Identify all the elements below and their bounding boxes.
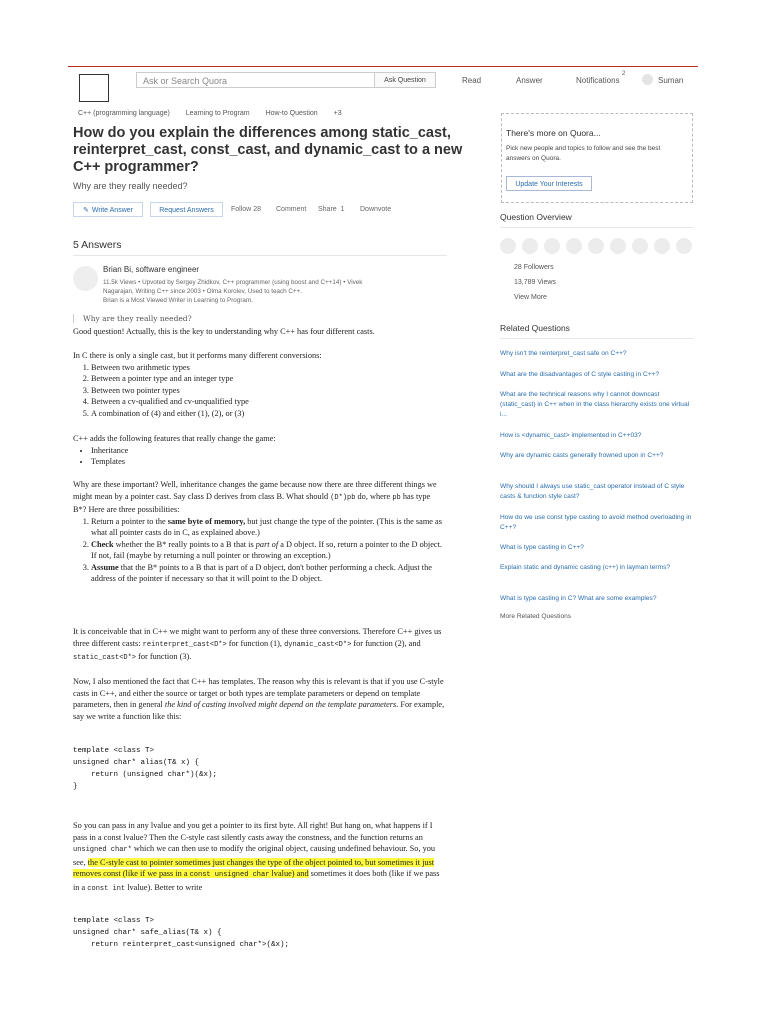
code-block-safe-alias: template <class T> unsigned char* safe_alias(T& x) { return reinterpret_cast<unsigned char*>(&x);: [73, 917, 290, 949]
related-question-link[interactable]: How is <dynamic_cast> implemented in C++03?: [500, 432, 642, 439]
answer-paragraph-1: Good question! Actually, this is the key to understanding why C++ has four different casts.: [73, 327, 375, 336]
related-question-link[interactable]: How do we use const type casting to avoid method overloading in C++?: [500, 514, 692, 531]
views-count: 13,789 Views: [514, 279, 556, 286]
related-question-link[interactable]: Why are dynamic casts generally frowned upon in C++?: [500, 452, 664, 459]
answer-paragraph-4: Why are these important? Well, inheritance changes the game because now there are three different things we might mean by a pointer cast. Say class D derives from class B. What should (D*)pb do, where pb has type B*? Here are three possibilities: 1. Return a pointer to the same byte of memory, but just change the type of the pointer. (This is the same as what all pointer casts do in C, as explained above.) 2. Check whether the B* really points to a B that is part of a D object. If so, return a pointer to the D object. If not, fail (maybe by returning a null pointer or throwing an exception.) 3. Assume that the B* points to a B that is part of a D object, don't bother performing a check. Adjust the address of the pointer if necessary so that it will point to the D object.: [73, 479, 445, 585]
related-question-link[interactable]: What are the disadvantages of C style casting in C++?: [500, 371, 660, 378]
notification-count-badge: 2: [622, 71, 626, 77]
highlighted-text: the C-style cast to pointer sometimes just changes the type of the object pointed to, but sometimes it just removes const (like if we pass in a const unsigned char lvalue) and: [73, 857, 435, 879]
related-question-link[interactable]: What is type casting in C? What are some examples?: [500, 595, 657, 602]
pencil-icon: ✎: [83, 207, 89, 214]
answers-divider: [73, 255, 447, 256]
code-block-alias: template <class T> unsigned char* alias(T& x) { return (unsigned char*)(&x); }: [73, 747, 218, 791]
related-divider: [500, 338, 693, 339]
answer-paragraph-7: So you can pass in any lvalue and you get a pointer to its first byte. All right! But hang on, what happens if I pass in a const lvalue? Then the C-style cast silently casts away the constness, and the function returns an unsigned char* which we can then use to modify the original object, causing undefined behaviour. So, you see, the C-style cast to pointer sometimes just changes the type of the object pointed to, but sometimes it just removes const (like if we pass in a const unsigned char lvalue) and sometimes it does both (like if we pass in a const int lvalue). Better to write: [73, 821, 440, 893]
related-question-link[interactable]: What is type casting in C++?: [500, 544, 584, 551]
possibilities-list: 1. Return a pointer to the same byte of memory, but just change the type of the pointer. (This is the same as what all pointer casts do in C, as explained above.) 2. Check whether the B* really points to a B that is part of a D object. If so, return a pointer to the D object. If not, fail (maybe by returning a null pointer or throwing an exception.) 3. Assume that the B* points to a B that is part of a D object, don't bother performing a check. Adjust the address of the pointer if necessary so that it will point to the D object.: [73, 516, 445, 585]
follower-avatar[interactable]: [522, 238, 538, 254]
author-name[interactable]: Brian Bi, software engineer: [103, 265, 200, 274]
answer-paragraph-3: C++ adds the following features that really change the game: • Inheritance • Templates: [73, 433, 445, 468]
overview-divider: [500, 227, 693, 228]
answer-paragraph-5: It is conceivable that in C++ we might want to perform any of these three conversions. Therefore C++ gives us three different casts: reinterpret_cast<D*> for function (1), dynamic_cast<D*> for function (2), and static_cast<D*> for function (3).: [73, 627, 442, 662]
related-question-link[interactable]: Why isn't the reinterpret_cast safe on C++?: [500, 350, 627, 357]
conversion-list: 1. Between two arithmetic types 2. Between a pointer type and an integer type 3. Between two pointer types 4. Between a cv-qualified and cv-unqualified type 5. A combination of (4) and either (1), (2), or (3): [73, 362, 445, 420]
search-input[interactable]: Ask or Search Quora: [136, 72, 374, 88]
follower-avatar[interactable]: [500, 238, 516, 254]
more-on-quora-title: There's more on Quora...: [506, 128, 601, 138]
answer-meta: 11.5k Views • Upvoted by Sergey Zhidkov, C++ programmer (using boost and C++14) • Vivek Nagarajan, Writing C++ since 2003 • Olma Korolev, Used to teach C++. Brian is a Most Viewed Writer in Learning to Program.: [103, 279, 363, 304]
request-answers-button[interactable]: Request Answers: [150, 202, 223, 217]
header-divider: [68, 66, 698, 67]
more-related-questions-link[interactable]: More Related Questions: [500, 613, 572, 620]
quora-logo[interactable]: [79, 74, 109, 102]
more-on-quora-text: Pick new people and topics to follow and see the best answers on Quora.: [506, 145, 661, 162]
related-question-link[interactable]: Why should I always use static_cast operator instead of C style casts & function style cast?: [500, 483, 685, 500]
related-questions-title: Related Questions: [500, 323, 570, 333]
topic-cpp[interactable]: C++ (programming language): [78, 110, 170, 117]
followers-count[interactable]: 28 Followers: [514, 264, 554, 271]
downvote-button[interactable]: Downvote: [360, 206, 392, 213]
follower-avatar[interactable]: [632, 238, 648, 254]
ask-question-button[interactable]: Ask Question: [374, 72, 436, 88]
share-button[interactable]: Share 1: [318, 206, 345, 213]
follower-avatar[interactable]: [610, 238, 626, 254]
topic-learning[interactable]: Learning to Program: [185, 110, 250, 117]
answer-paragraph-2: In C there is only a single cast, but it performs many different conversions: 1. Between two arithmetic types 2. Between a pointer type and an integer type 3. Between two pointer types 4. Between a cv-qualified and cv-unqualified type 5. A combination of (4) and either (1), (2), or (3): [73, 350, 445, 419]
topic-more[interactable]: +3: [333, 110, 342, 117]
nav-answer[interactable]: Answer: [516, 76, 543, 85]
topic-list: [78, 110, 356, 117]
write-answer-button[interactable]: ✎ Write Answer: [73, 202, 143, 217]
feature-list: • Inheritance • Templates: [73, 445, 445, 468]
follower-avatar[interactable]: [566, 238, 582, 254]
view-more-link[interactable]: View More: [514, 294, 547, 301]
topic-howto[interactable]: How-to Question: [265, 110, 318, 117]
follower-avatar[interactable]: [676, 238, 692, 254]
update-interests-button[interactable]: Update Your Interests: [506, 176, 592, 191]
nav-read[interactable]: Read: [462, 76, 482, 85]
answer-quote: Why are they really needed?: [73, 314, 192, 323]
follower-avatar[interactable]: [588, 238, 604, 254]
question-title: How do you explain the differences among static_cast, reinterpret_cast, const_cast, and dynamic_cast to a new C++ programmer?: [73, 125, 463, 175]
comment-button[interactable]: Comment: [276, 206, 307, 213]
related-question-link[interactable]: What are the technical reasons why I cannot downcast (static_cast) in C++ when in the class hierarchy exists one virtual i...: [500, 391, 690, 418]
follow-button[interactable]: Follow 28: [231, 206, 261, 213]
question-subtitle: Why are they really needed?: [73, 181, 188, 191]
question-overview-title: Question Overview: [500, 212, 572, 222]
nav-user-name[interactable]: Suman: [658, 76, 684, 85]
related-question-link[interactable]: Explain static and dynamic casting (c++) in layman terms?: [500, 564, 671, 571]
user-avatar[interactable]: [642, 74, 653, 85]
answer-paragraph-6: Now, I also mentioned the fact that C++ has templates. The reason why this is relevant is that if you use C-style casts in C++, and either the source or target or both types are template parameters or depend on template parameters, then in general the kind of casting involved might depend on the template parameters. For example, say we write a function like this:: [73, 677, 445, 721]
follower-avatar[interactable]: [654, 238, 670, 254]
author-avatar[interactable]: [73, 266, 98, 291]
answers-count: 5 Answers: [73, 239, 122, 251]
nav-notifications[interactable]: Notifications: [576, 76, 620, 85]
follower-avatar[interactable]: [544, 238, 560, 254]
